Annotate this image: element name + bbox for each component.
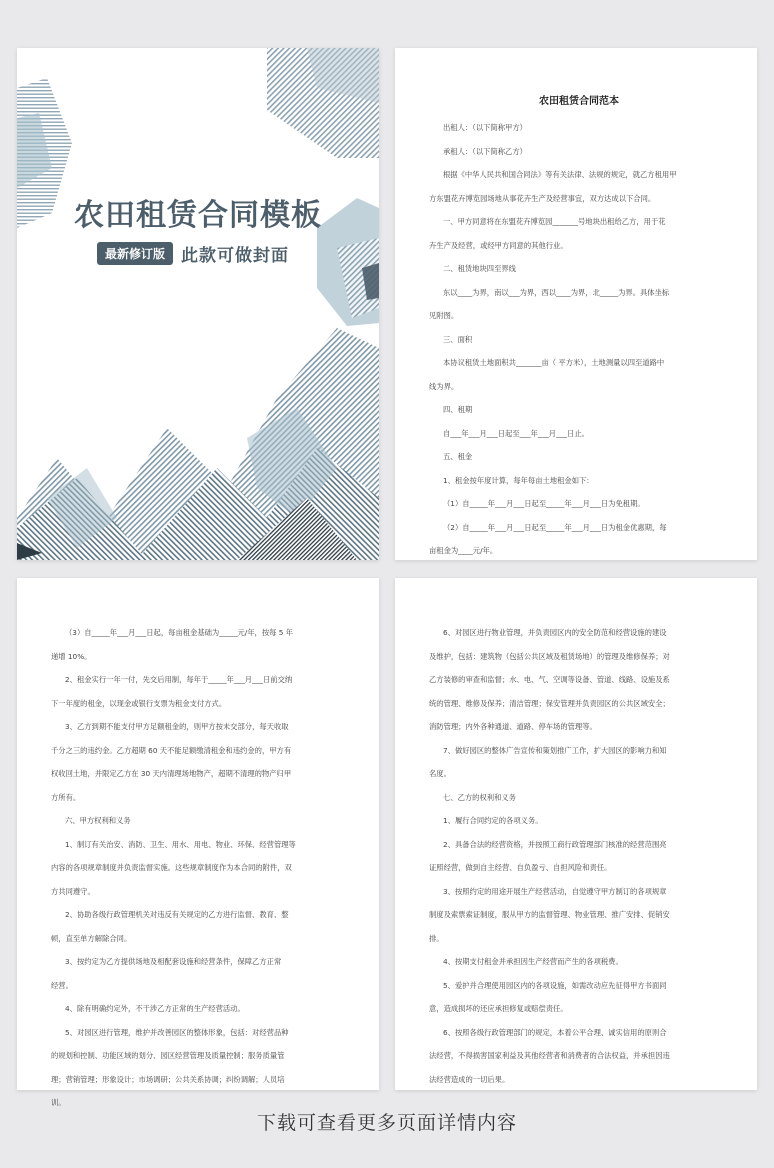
text-line: 7、做好园区的整体广告宣传和策划推广工作，扩大园区的影响力和知 <box>443 745 667 755</box>
contract-title: 农田租赁合同范本 <box>539 96 619 107</box>
text-line: 方共同遵守。 <box>51 886 95 896</box>
text-line: 6、按照各级行政管理部门的规定，本着公平合理、诚实信用的原则合 <box>443 1027 667 1037</box>
text-line: 法经营造成的一切后果。 <box>429 1074 510 1084</box>
text-line: 七、乙方的权利和义务 <box>443 792 516 802</box>
text-line: 6、对园区进行物业管理，并负责园区内的安全防范和经营设施的建设 <box>443 628 667 637</box>
text-line: 权收回土地，并限定乙方在 30 天内清理场地物产，超期不清理的物产归甲 <box>51 769 292 778</box>
text-line: 五、租金 <box>443 452 473 461</box>
contract-page-1 <box>395 48 757 560</box>
cover-subtitle: 此款可做封面 <box>181 246 290 266</box>
text-line: 方所有。 <box>51 792 81 802</box>
text-line: 自___年___月___日起至___年___月___日止。 <box>443 428 589 438</box>
text-line: 理；营销管理；形象设计；市场调研；公共关系协调；纠纷调解；人员培 <box>51 1074 285 1084</box>
text-line: 2、租金实行一年一付，先交后用制，每年于_____年___月___日前交纳 <box>65 675 293 684</box>
text-line: 统的管理、维修及保养；清洁管理；保安管理并负责园区的公共区域安全； <box>429 698 670 708</box>
text-line: 3、乙方到期不能支付甲方足额租金的，则甲方按未交部分，每天收取 <box>65 722 289 731</box>
text-line: 法经营，不得损害国家利益及其他经营者和消费者的合法权益，并承担因违 <box>429 1051 670 1060</box>
text-line: 卉生产及经营，或经甲方同意的其他行业。 <box>429 240 568 250</box>
text-line: 意，造成损坏的还应承担修复或赔偿责任。 <box>429 1004 568 1013</box>
text-line: 二、租赁地块四至界线 <box>443 264 516 273</box>
text-line: 4、除有明确约定外，不干涉乙方正常的生产经营活动。 <box>65 1004 245 1013</box>
text-line: 出租人：（以下简称甲方） <box>443 123 527 132</box>
contract-paragraphs <box>429 116 729 563</box>
text-line: 经营。 <box>51 980 73 990</box>
text-line: 下一年度的租金，以现金或银行支票为租金支付方式。 <box>51 698 227 708</box>
text-line: 乙方装修的审查和监督；水、电、气、空调等设备、管道、线路、设施及系 <box>429 675 670 684</box>
text-line: （2）自_____年___月___日起至_____年___月___日为租金优惠期，每 <box>443 522 667 532</box>
text-line: 线为界。 <box>429 381 459 391</box>
text-line: 1、履行合同约定的各项义务。 <box>443 816 543 825</box>
text-line: 2、具备合法的经营资格，并按照工商行政管理部门核准的经营范围亮 <box>443 839 667 849</box>
text-line: 一、甲方同意将在东盟花卉博览园_______号地块出租给乙方，用于花 <box>443 217 666 226</box>
text-line: 及维护，包括：建筑物（包括公共区域及租赁场地）的管理及维修保养；对 <box>429 651 670 661</box>
text-line: 5、对园区进行管理，维护并改善园区的整体形象，包括：对经营品种 <box>65 1027 289 1037</box>
text-line: 见附图。 <box>429 311 459 320</box>
cover-title: 农田租赁合同模板 <box>74 198 322 233</box>
text-line: 的规划和控制、功能区域的划分、园区经营管理及质量控制；服务质量管 <box>51 1051 285 1060</box>
cover-geometric-illustration <box>17 48 379 560</box>
text-line: 承租人：（以下简称乙方） <box>443 146 527 156</box>
text-line: 5、爱护并合理使用园区内的各项设施，如需改动应先征得甲方书面同 <box>443 980 667 990</box>
text-line: 六、甲方权利和义务 <box>65 816 131 825</box>
text-line: 三、面积 <box>443 334 473 344</box>
text-line: 1、租金按年度计算，每年每亩土地租金如下： <box>443 475 594 485</box>
text-line: 千分之三的违约金。乙方超期 60 天不能足额缴清租金和违约金的，甲方有 <box>51 745 292 755</box>
contract-paragraphs <box>429 621 729 1091</box>
text-line: 内容的各项规章制度并负责监督实施。这些规章制度作为本合同的附件，双 <box>51 863 292 872</box>
cover-subtitle-row <box>97 241 289 266</box>
text-line: 方东盟花卉博览园场地从事花卉生产及经营事宜，双方达成以下合同。 <box>429 193 656 203</box>
contract-page-2 <box>17 578 379 1107</box>
text-line: 东以____为界，南以___为界，西以____为界，北_____为界。具体坐标 <box>443 287 670 297</box>
text-line: 排。 <box>429 933 444 943</box>
footer-caption: 下载可查看更多页面详情内容 <box>256 1112 517 1134</box>
text-line: 4、按期支付租金并承担因生产经营而产生的各项税费。 <box>443 957 623 966</box>
text-line: 2、协助各级行政管理机关对违反有关规定的乙方进行监督、教育、整 <box>65 910 289 919</box>
text-line: 名度。 <box>429 769 451 778</box>
contract-page-3 <box>395 578 757 1090</box>
text-line: 3、按照约定的用途开展生产经营活动，自觉遵守甲方制订的各项规章 <box>443 886 667 896</box>
text-line: 顿，直至单方解除合同。 <box>51 933 132 943</box>
text-line: 3、按约定为乙方提供场地及相配套设施和经营条件，保障乙方正常 <box>65 957 282 966</box>
text-line: 递增 10%。 <box>51 651 92 661</box>
text-line: 本协议租赁土地面积共_______亩（ 平方米），土地测量以四至道路中 <box>443 358 665 367</box>
text-line: 四、租期 <box>443 405 473 414</box>
text-line: （1）自_____年___月___日起至_____年___月___日为免租期。 <box>443 499 645 508</box>
text-line: 亩租金为____元/年。 <box>429 546 498 555</box>
contract-paragraphs <box>51 621 351 1115</box>
text-line: 1、制订有关治安、消防、卫生、用水、用电、物业、环保、经营管理等 <box>65 839 296 849</box>
text-line: 证照经营，做到自主经营、自负盈亏、自担风险和责任。 <box>429 863 612 872</box>
text-line: 消防管理；内外各种通道、道路、停车场的管理等。 <box>429 722 597 731</box>
text-line: 训。 <box>51 1098 66 1107</box>
text-line: 根据《中华人民共和国合同法》等有关法律、法规的规定，就乙方租用甲 <box>443 170 677 179</box>
text-line: 制度及索票索证制度，服从甲方的监督管理、物业管理、推广安排、促销安 <box>429 910 670 919</box>
text-line: （3）自_____年___月___日起，每亩租金基础为_____元/年，按每 5 年 <box>65 628 293 637</box>
version-badge: 最新修订版 <box>97 242 173 265</box>
cover-page <box>17 48 379 560</box>
contract-text <box>429 48 729 563</box>
